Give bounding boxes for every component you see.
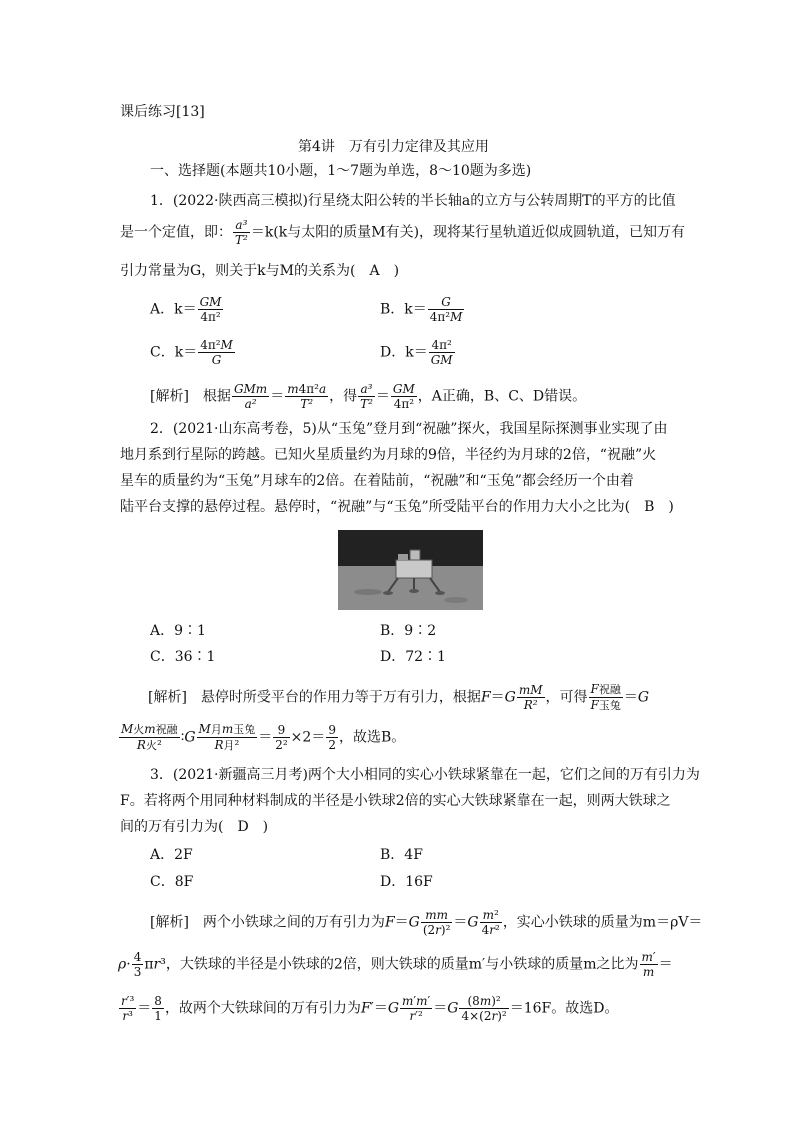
analysis-label: [解析] <box>150 914 189 931</box>
q3-analysis-line-2: ρ· $\frac{4}{3}$ πr³，大铁球的半径是小铁球的2倍，则大铁球的质量m′与小铁球的质量m之比为 $\frac{m'}{m}$ ＝ <box>118 950 673 979</box>
analysis-label: [解析] <box>148 689 187 706</box>
lander-illustration <box>338 530 483 610</box>
q2-line-1: 2．(2021·山东高考卷，5)从“玉兔”登月到“祝融”探火，我国星际探测事业实现了由 <box>150 421 668 437</box>
q3-analysis-line-1: [解析] 两个小铁球之间的万有引力为F＝G $\frac{mm}{\text{(2r)²}}$ ＝G $\frac{\text{m²}}{\text{4r²}}$ ，实心小铁球的质量为m＝ρV＝ <box>150 908 703 937</box>
q1-line-1: 1．(2022·陕西高三模拟)行星绕太阳公转的半长轴a的立方与公转周期T的平方的比值 <box>150 193 676 209</box>
exercise-label: 课后练习[13] <box>120 104 205 120</box>
q1-option-b: B．k＝ $\frac{G}{\text{4π²M}}$ <box>380 295 463 324</box>
q3-option-b: B．4F <box>380 847 423 863</box>
q2-line-3: 星车的质量约为“玉兔”月球车的2倍。在着陆前，“祝融”和“玉兔”都会经历一个由着 <box>120 473 634 489</box>
page-title: 第4讲 万有引力定律及其应用 <box>298 139 489 155</box>
q2-analysis-line-1: [解析] 悬停时所受平台的作用力等于万有引力，根据F＝G $\frac{mM}{\text{R²}}$ ，可得 $\frac{\text{F祝融}}{\text{F玉兔}}$ ＝G <box>148 682 650 712</box>
analysis-label: [解析] <box>150 388 189 405</box>
q1-analysis: [解析] 根据 $\frac{\text{GMm}}{\text{a²}}$ ＝ $\frac{\text{m4π²a}}{\text{T²}}$ ，得 $\frac{\text{a³}}{\text{T²}}$ ＝ $\frac{GM}{\text{4π²}}$ ，A正确，B、C、D错误。 <box>150 382 587 411</box>
q3-line-3: 间的万有引力为( D ) <box>120 819 269 835</box>
q1-line-3: 引力常量为G，则关于k与M的关系为( A ) <box>120 263 400 279</box>
q3-option-d: D．16F <box>380 874 433 890</box>
q3-line-1: 3．(2021·新疆高三月考)两个大小相同的实心小铁球紧靠在一起，它们之间的万有引力为 <box>150 767 700 783</box>
q3-option-a: A．2F <box>150 847 193 863</box>
q3-option-c: C．8F <box>150 874 194 890</box>
q2-option-b: B．9∶2 <box>380 623 437 639</box>
lander-photo <box>338 530 483 610</box>
q1-line-2: 是一个定值，即： $\frac{\text{a³}}{\text{T²}}$ ＝k(k与太阳的质量M有关)，现将某行星轨道近似成圆轨道，已知万有 <box>120 218 686 247</box>
q3-analysis-line-3: $\frac{\text{r′³}}{\text{r³}}$ ＝ $\frac{8}{1}$ ，故两个大铁球间的万有引力为F′＝G $\frac{m'm'}{\text{r′²}}$ ＝G $\frac{\text{(8m)²}}{\text{4×(2r)²}}$ ＝16F。故选D。 <box>121 994 619 1023</box>
q1-option-a: A．k＝ $\frac{GM}{\text{4π²}}$ <box>150 295 222 324</box>
section-heading: 一、选择题(本题共10小题，1～7题为单选，8～10题为多选) <box>150 163 532 179</box>
q2-option-d: D．72∶1 <box>380 649 446 665</box>
q1-option-d: D．k＝ $\frac{\text{4π²}}{GM}$ <box>380 338 453 367</box>
q3-line-2: F。若将两个用同种材料制成的半径是小铁球2倍的实心大铁球紧靠在一起，则两大铁球之 <box>120 793 671 809</box>
q2-option-a: A．9∶1 <box>150 623 206 639</box>
q2-option-c: C．36∶1 <box>150 649 216 665</box>
q2-line-2: 地月系到行星际的跨越。已知火星质量约为月球的9倍，半径约为月球的2倍，“祝融”火 <box>120 447 657 463</box>
q2-analysis-line-2: $\frac{\text{M火m祝融}}{\text{R火²}}$ ∶G $\frac{\text{M月m玉兔}}{\text{R月²}}$ ＝ $\frac{9}{\text{2²}}$ ×2＝ $\frac{9}{2}$ ，故选B。 <box>121 722 406 752</box>
q2-line-4: 陆平台支撑的悬停过程。悬停时，“祝融”与“玉兔”所受陆平台的作用力大小之比为( B ) <box>120 499 674 515</box>
q1-ratio-fraction: $\frac{\text{a³}}{\text{T²}}$ <box>235 218 248 247</box>
q1-option-c: C．k＝ $\frac{\text{4π²M}}{G}$ <box>150 338 233 367</box>
